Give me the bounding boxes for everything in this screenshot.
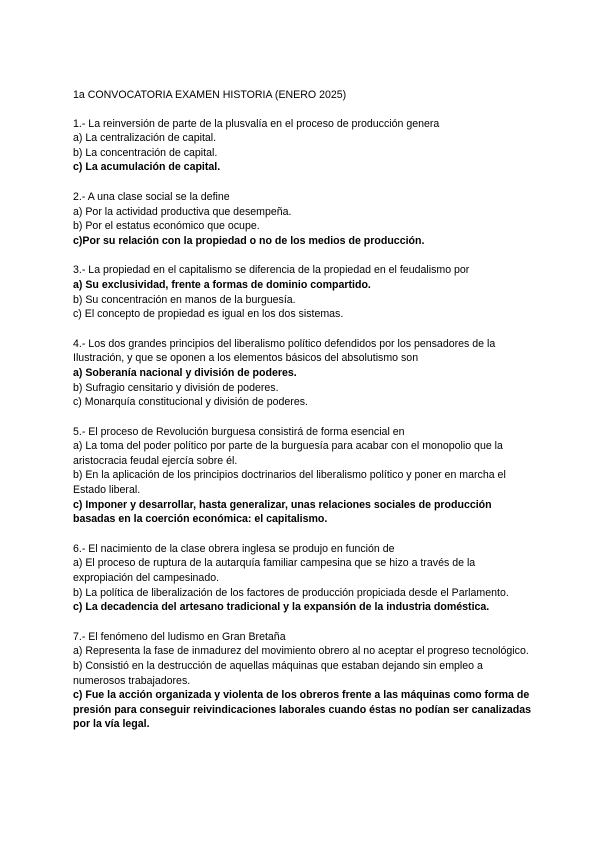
- question-6: [73, 542, 533, 615]
- question-stem: 7.- El fenómeno del ludismo en Gran Bretaña: [73, 630, 286, 643]
- question-3: [73, 263, 533, 321]
- question-stem: 2.- A una clase social se la define: [73, 190, 230, 203]
- question-stem: 5.- El proceso de Revolución burguesa consistirá de forma esencial en: [73, 425, 405, 438]
- answer-option-correct: c) La acumulación de capital.: [73, 161, 221, 174]
- answer-option: a) Representa la fase de inmadurez del movimiento obrero al no aceptar el progreso tecnológico.: [73, 645, 529, 658]
- answer-option: a) La toma del poder político por parte de la burguesía para acabar con el monopolio que la aristocracia feudal ejercía sobre él.: [73, 440, 503, 467]
- answer-option-correct: c)Por su relación con la propiedad o no de los medios de producción.: [73, 234, 425, 247]
- answer-option: a) Por la actividad productiva que desempeña.: [73, 205, 292, 218]
- answer-option-correct: a) Soberanía nacional y división de poderes.: [73, 366, 297, 379]
- question-4: [73, 337, 533, 410]
- answer-option-correct: c) Fue la acción organizada y violenta de los obreros frente a las máquinas como forma de presión para conseguir reivindicaciones laborales cuando éstas no podían ser canalizadas por la vía legal.: [73, 689, 532, 731]
- question-stem: 3.- La propiedad en el capitalismo se diferencia de la propiedad en el feudalismo por: [73, 264, 470, 277]
- exam-document: [73, 88, 533, 747]
- question-7: [73, 630, 533, 732]
- answer-option-correct: a) Su exclusividad, frente a formas de dominio compartido.: [73, 278, 371, 291]
- answer-option: b) La política de liberalización de los factores de producción propiciada desde el Parlamento.: [73, 586, 509, 599]
- answer-option: a) La centralización de capital.: [73, 132, 217, 145]
- answer-option: b) En la aplicación de los principios doctrinarios del liberalismo político y poner en marcha el Estado liberal.: [73, 469, 506, 497]
- answer-option-correct: c) Imponer y desarrollar, hasta generalizar, unas relaciones sociales de producción basadas en la coerción económica: el capitalismo.: [73, 498, 492, 526]
- answer-option: b) Sufragio censitario y división de poderes.: [73, 381, 279, 394]
- answer-option: a) El proceso de ruptura de la autarquía familiar campesina que se hizo a través de la expropiación del campesinado.: [73, 557, 476, 585]
- question-stem: 6.- El nacimiento de la clase obrera inglesa se produjo en función de: [73, 542, 395, 555]
- question-stem: 4.- Los dos grandes principios del liberalismo político defendidos por los pensadores de la Ilustración, y que se oponen a los elementos básicos del absolutismo son: [73, 337, 496, 365]
- exam-title: 1a CONVOCATORIA EXAMEN HISTORIA (ENERO 2025): [73, 89, 347, 101]
- answer-option: c) El concepto de propiedad es igual en los dos sistemas.: [73, 308, 344, 321]
- answer-option: b) Su concentración en manos de la burguesía.: [73, 293, 296, 306]
- question-list: [73, 117, 533, 732]
- question-1: [73, 117, 533, 175]
- question-5: [73, 425, 533, 527]
- answer-option: b) Consistió en la destrucción de aquellas máquinas que estaban dejando sin empleo a numerosos trabajadores.: [73, 660, 483, 687]
- question-2: [73, 190, 533, 248]
- answer-option: c) Monarquía constitucional y división de poderes.: [73, 396, 308, 409]
- answer-option-correct: c) La decadencia del artesano tradicional y la expansión de la industria doméstica.: [73, 601, 490, 614]
- answer-option: b) La concentración de capital.: [73, 146, 218, 159]
- answer-option: b) Por el estatus económico que ocupe.: [73, 220, 260, 233]
- question-stem: 1.- La reinversión de parte de la plusvalía en el proceso de producción genera: [73, 117, 440, 130]
